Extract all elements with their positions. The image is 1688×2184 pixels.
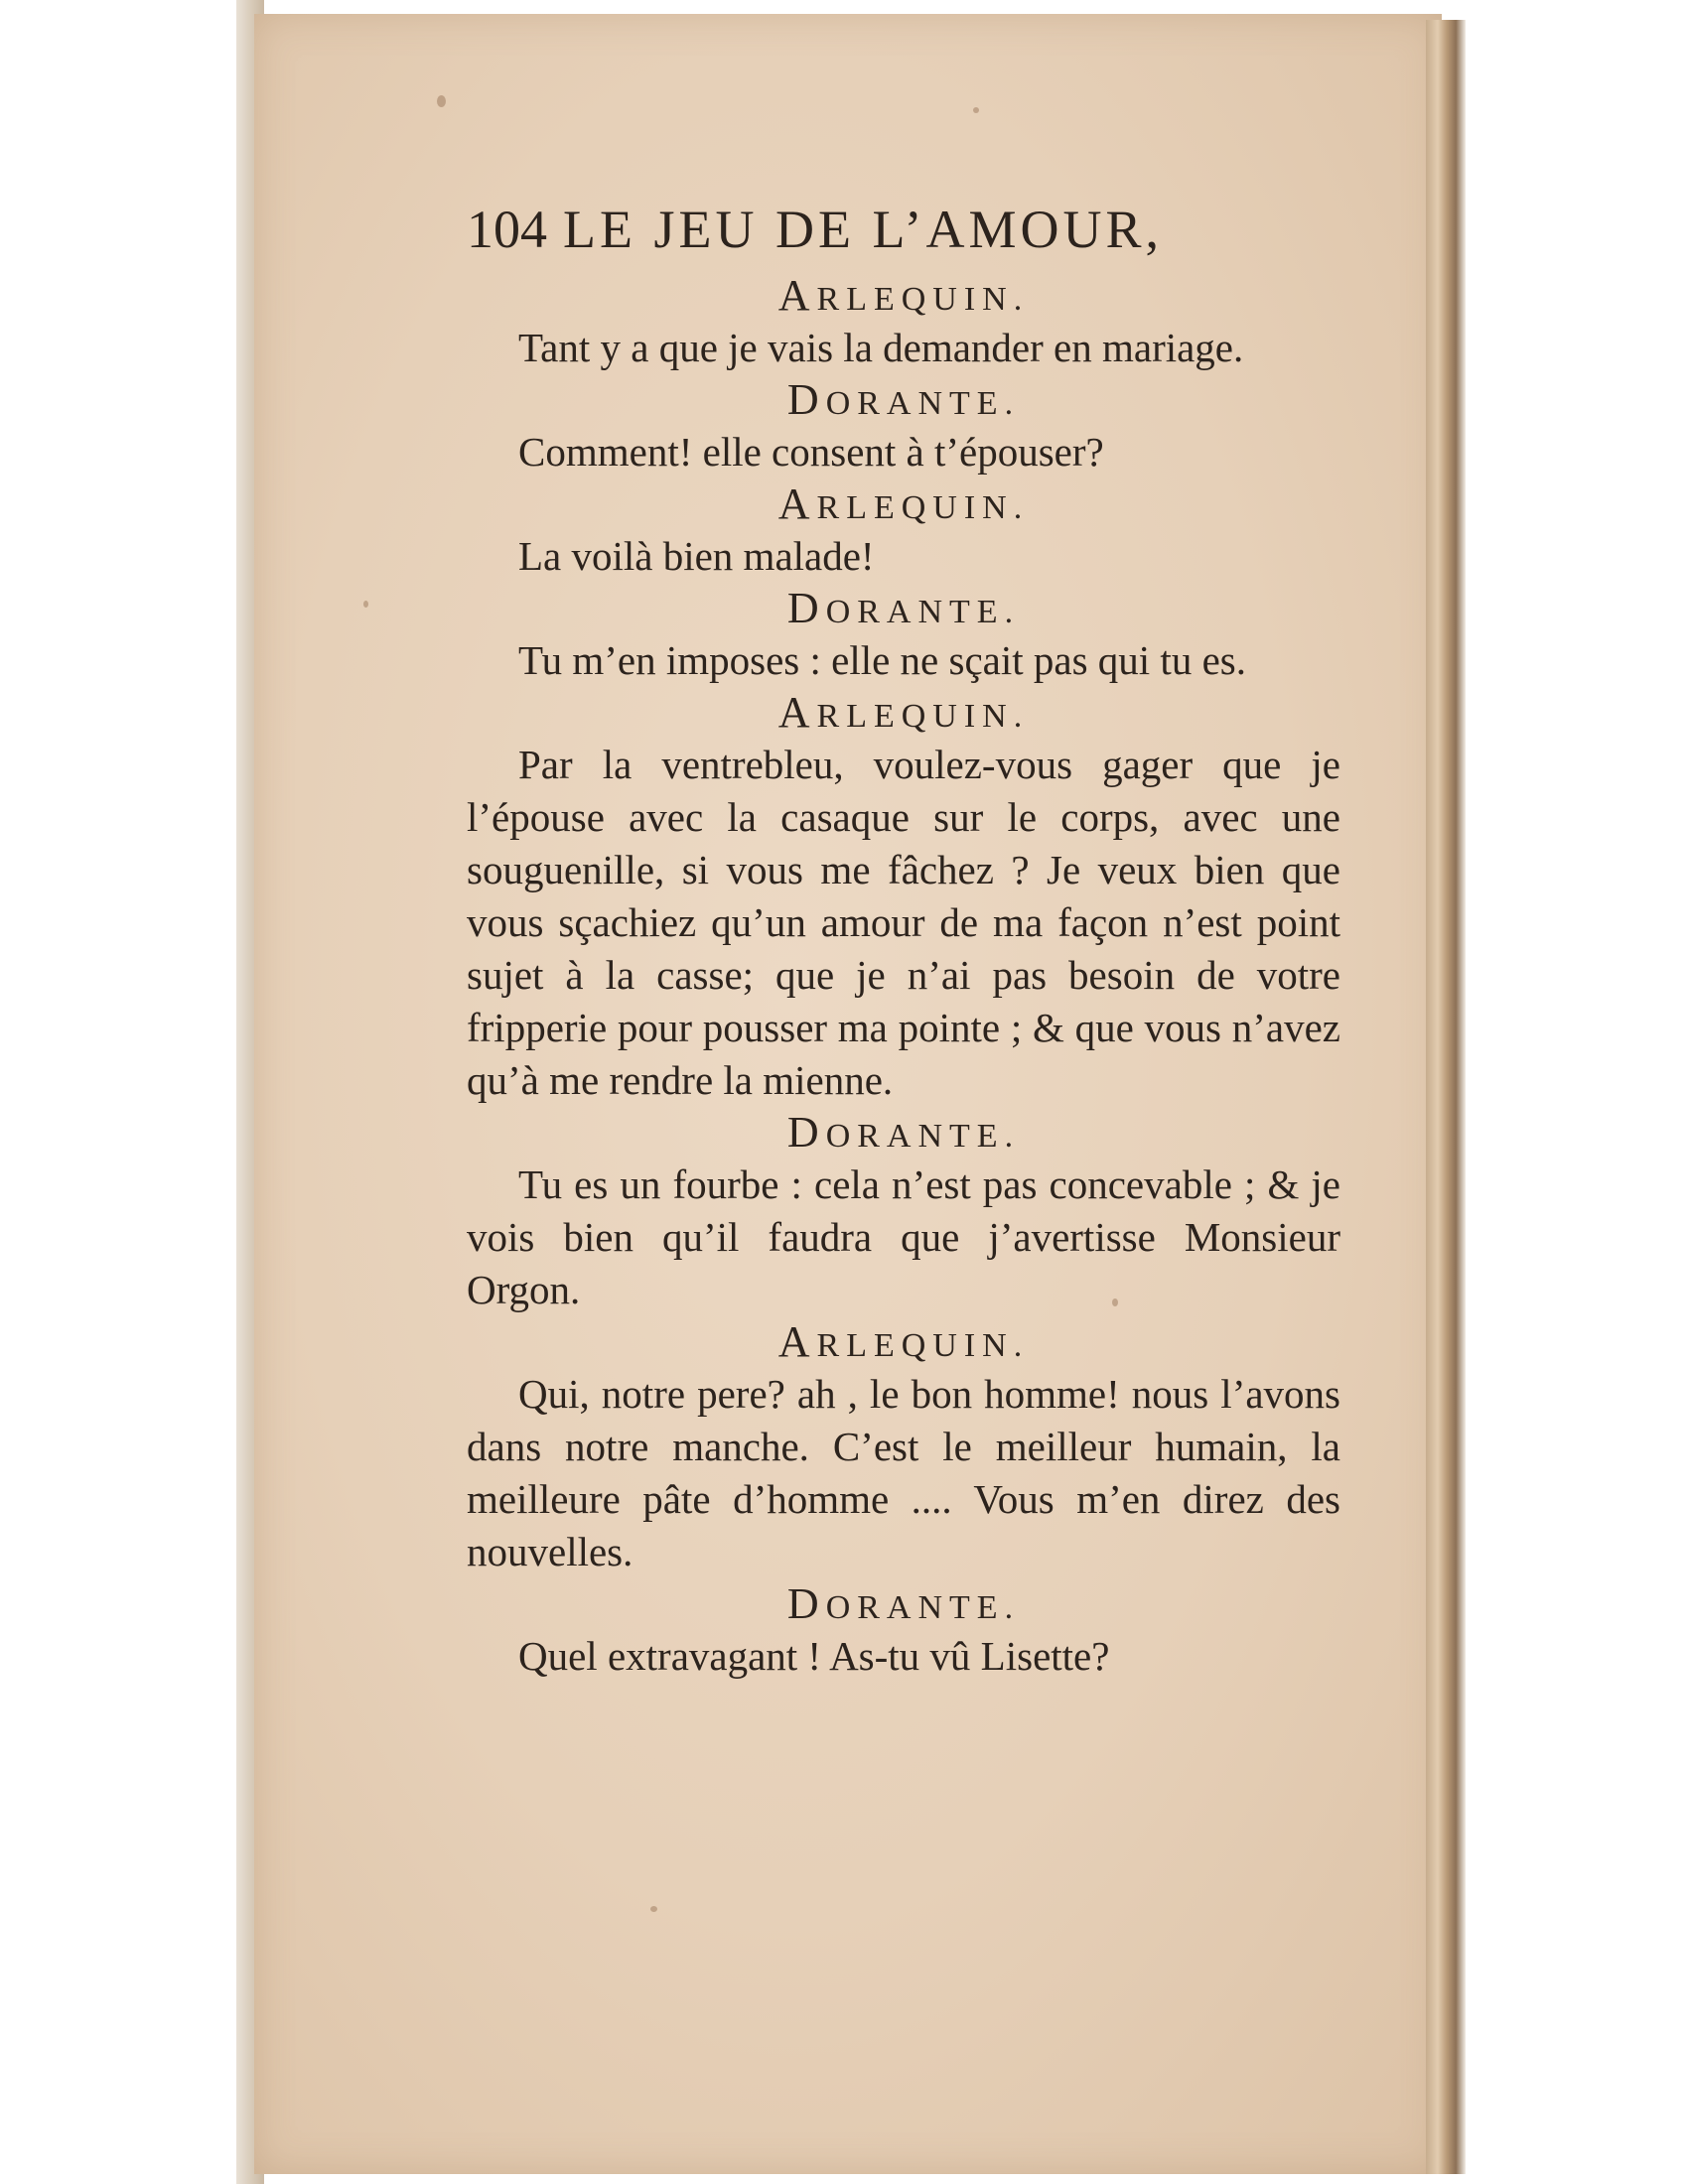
speaker-name: ARLEQUIN. (777, 271, 1030, 320)
page-text (467, 189, 1340, 1683)
speaker-name: ARLEQUIN. (777, 479, 1030, 528)
speech-text: Quel extravagant ! As-tu vû Lisette? (518, 1633, 1110, 1679)
speech-text: La voilà bien malade! (518, 533, 875, 579)
speaker-name: DORANTE. (786, 1579, 1021, 1628)
speech-text: Par la ventrebleu, voulez-vous gager que je l’épouse avec la casaque sur le corps, avec une souguenille, si vous me fâchez ? Je veux bien que vous sçachiez qu’un amour de ma façon n’est point sujet à la casse; que je n’ai pas besoin de votre fripperie pour pousser ma pointe ; & que vous n’avez qu’à me rendre la mienne. (467, 742, 1340, 1103)
speaker-name: ARLEQUIN. (777, 688, 1030, 737)
speaker-name: ARLEQUIN. (777, 1317, 1030, 1366)
paper-speckle (650, 1906, 657, 1912)
paper-speckle (437, 95, 446, 107)
paper-speckle (973, 107, 979, 113)
speaker-name: DORANTE. (786, 375, 1021, 424)
paper-speckle (363, 601, 368, 608)
running-title: LE JEU DE L’AMOUR, (563, 200, 1163, 259)
speech-text: Comment! elle consent à t’épouser? (518, 429, 1104, 475)
speaker-name: DORANTE. (786, 584, 1021, 632)
book-fore-edge (1426, 20, 1456, 2174)
page-number: 104 (467, 200, 547, 259)
speech-text: Tant y a que je vais la demander en mariage. (518, 325, 1244, 370)
speech-text: Tu es un fourbe : cela n’est pas concevable ; & je vois bien qu’il faudra que j’avertisse Monsieur Orgon. (467, 1161, 1340, 1312)
running-head (467, 189, 1340, 270)
fore-edge-shadow (1456, 20, 1466, 2174)
speaker-name: DORANTE. (786, 1108, 1021, 1157)
speech-text: Qui, notre pere? ah , le bon homme! nous l’avons dans notre manche. C’est le meilleur humain, la meilleure pâte d’homme .... Vous m’en direz des nouvelles. (467, 1371, 1340, 1574)
speech-text: Tu m’en imposes : elle ne sçait pas qui tu es. (518, 637, 1246, 683)
